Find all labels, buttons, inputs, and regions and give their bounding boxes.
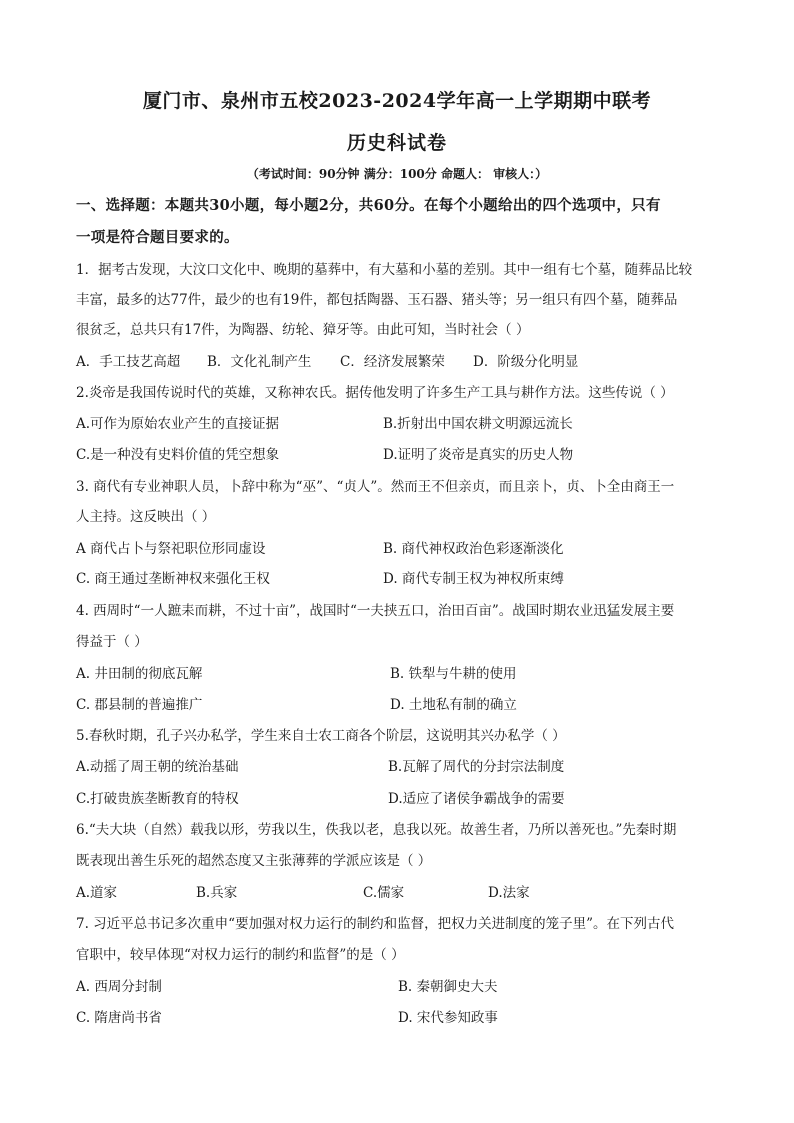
question-4-option-d: D. 土地私有制的确立	[390, 697, 517, 713]
question-3-line1: 3. 商代有专业神职人员，卜辞中称为“巫”、“贞人”。然而王不但亲贞，而且亲卜，贞、卜全由商王一	[76, 479, 675, 495]
question-7-option-d: D. 宋代参知政事	[398, 1010, 498, 1026]
question-7-option-b: B. 秦朝御史大夫	[398, 979, 498, 995]
question-5-option-b: B.瓦解了周代的分封宗法制度	[388, 759, 565, 775]
question-5-option-c: C.打破贵族垄断教育的特权	[76, 791, 239, 807]
question-1-option-b: B．文化礼制产生	[207, 354, 312, 370]
question-6-option-c: C.儒家	[363, 885, 405, 901]
question-1-line3: 很贫乏，总共只有17件，为陶器、纺轮、獐牙等。由此可知，当时社会（ ）	[76, 322, 530, 338]
question-3-option-c: C. 商王通过垄断神权来强化王权	[76, 571, 270, 587]
question-1-option-c: C．经济发展繁荣	[340, 354, 445, 370]
section-instructions-line2: 一项是符合题目要求的。	[76, 229, 239, 246]
question-2-option-c: C.是一种没有史料价值的凭空想象	[76, 447, 280, 463]
question-4-line2: 得益于（ ）	[76, 634, 148, 650]
question-1-option-a: A．手工技艺高超	[76, 354, 181, 370]
question-7-line1: 7. 习近平总书记多次重申“要加强对权力运行的制约和监督，把权力关进制度的笼子里”。在下列古代	[76, 916, 674, 932]
question-7-line2: 官职中，较早体现“对权力运行的制约和监督”的是（ ）	[76, 947, 405, 963]
exam-subtitle: 历史科试卷	[346, 132, 447, 154]
question-6-option-b: B.兵家	[196, 885, 238, 901]
question-6-line2: 既表现出善生乐死的超然态度又主张薄葬的学派应该是（ ）	[76, 853, 432, 869]
question-4-option-b: B. 铁犁与牛耕的使用	[390, 666, 517, 682]
question-7-option-c: C. 隋唐尚书省	[76, 1010, 162, 1026]
question-5-line1: 5.春秋时期，孔子兴办私学，学生来自士农工商各个阶层，这说明其兴办私学（ ）	[76, 728, 566, 744]
question-3-line2: 人主持。这反映出（ ）	[76, 509, 216, 525]
question-1-option-d: D．阶级分化明显	[473, 354, 579, 370]
question-6-line1: 6.“夫大块（自然）载我以形，劳我以生，佚我以老，息我以死。故善生者，乃所以善死也。”先秦时期	[76, 822, 677, 838]
question-4-option-c: C. 郡县制的普遍推广	[76, 697, 203, 713]
question-3-option-d: D. 商代专制王权为神权所束缚	[383, 571, 564, 587]
question-2-line1: 2.炎帝是我国传说时代的英雄，又称神农氏。据传他发明了许多生产工具与耕作方法。这些传说（ ）	[76, 385, 674, 401]
question-4-line1: 4. 西周时“一人蹠耒而耕，不过十亩”，战国时“一夫挟五口，治田百亩”。战国时期农业迅猛发展主要	[76, 603, 675, 619]
question-7-option-a: A. 西周分封制	[76, 979, 162, 995]
question-5-option-d: D.适应了诸侯争霸战争的需要	[388, 791, 565, 807]
question-2-option-a: A.可作为原始农业产生的直接证据	[76, 416, 280, 432]
question-2-option-b: B.折射出中国农耕文明源远流长	[383, 416, 573, 432]
question-6-option-a: A.道家	[76, 885, 118, 901]
question-3-option-a: A 商代占卜与祭祀职位形同虚设	[76, 541, 266, 557]
question-1-line2: 丰富，最多的达77件，最少的也有19件，都包括陶器、玉石器、猪头等；另一组只有四个墓，随葬品	[76, 292, 678, 308]
exam-info: （考试时间：90分钟 满分：100分 命题人： 审核人：）	[246, 167, 548, 181]
question-5-option-a: A.动摇了周王朝的统治基础	[76, 759, 239, 775]
question-6-option-d: D.法家	[488, 885, 530, 901]
exam-title: 厦门市、泉州市五校2023-2024学年高一上学期期中联考	[142, 90, 652, 112]
question-3-option-b: B. 商代神权政治色彩逐渐淡化	[383, 541, 564, 557]
question-1-line1: 1．据考古发现，大汶口文化中、晚期的墓葬中，有大墓和小墓的差别。其中一组有七个墓，随葬品比较	[76, 262, 693, 278]
question-2-option-d: D.证明了炎帝是真实的历史人物	[383, 447, 574, 463]
section-instructions-line1: 一、选择题：本题共30小题，每小题2分，共60分。在每个小题给出的四个选项中，只有	[76, 197, 661, 214]
question-4-option-a: A. 井田制的彻底瓦解	[76, 666, 203, 682]
